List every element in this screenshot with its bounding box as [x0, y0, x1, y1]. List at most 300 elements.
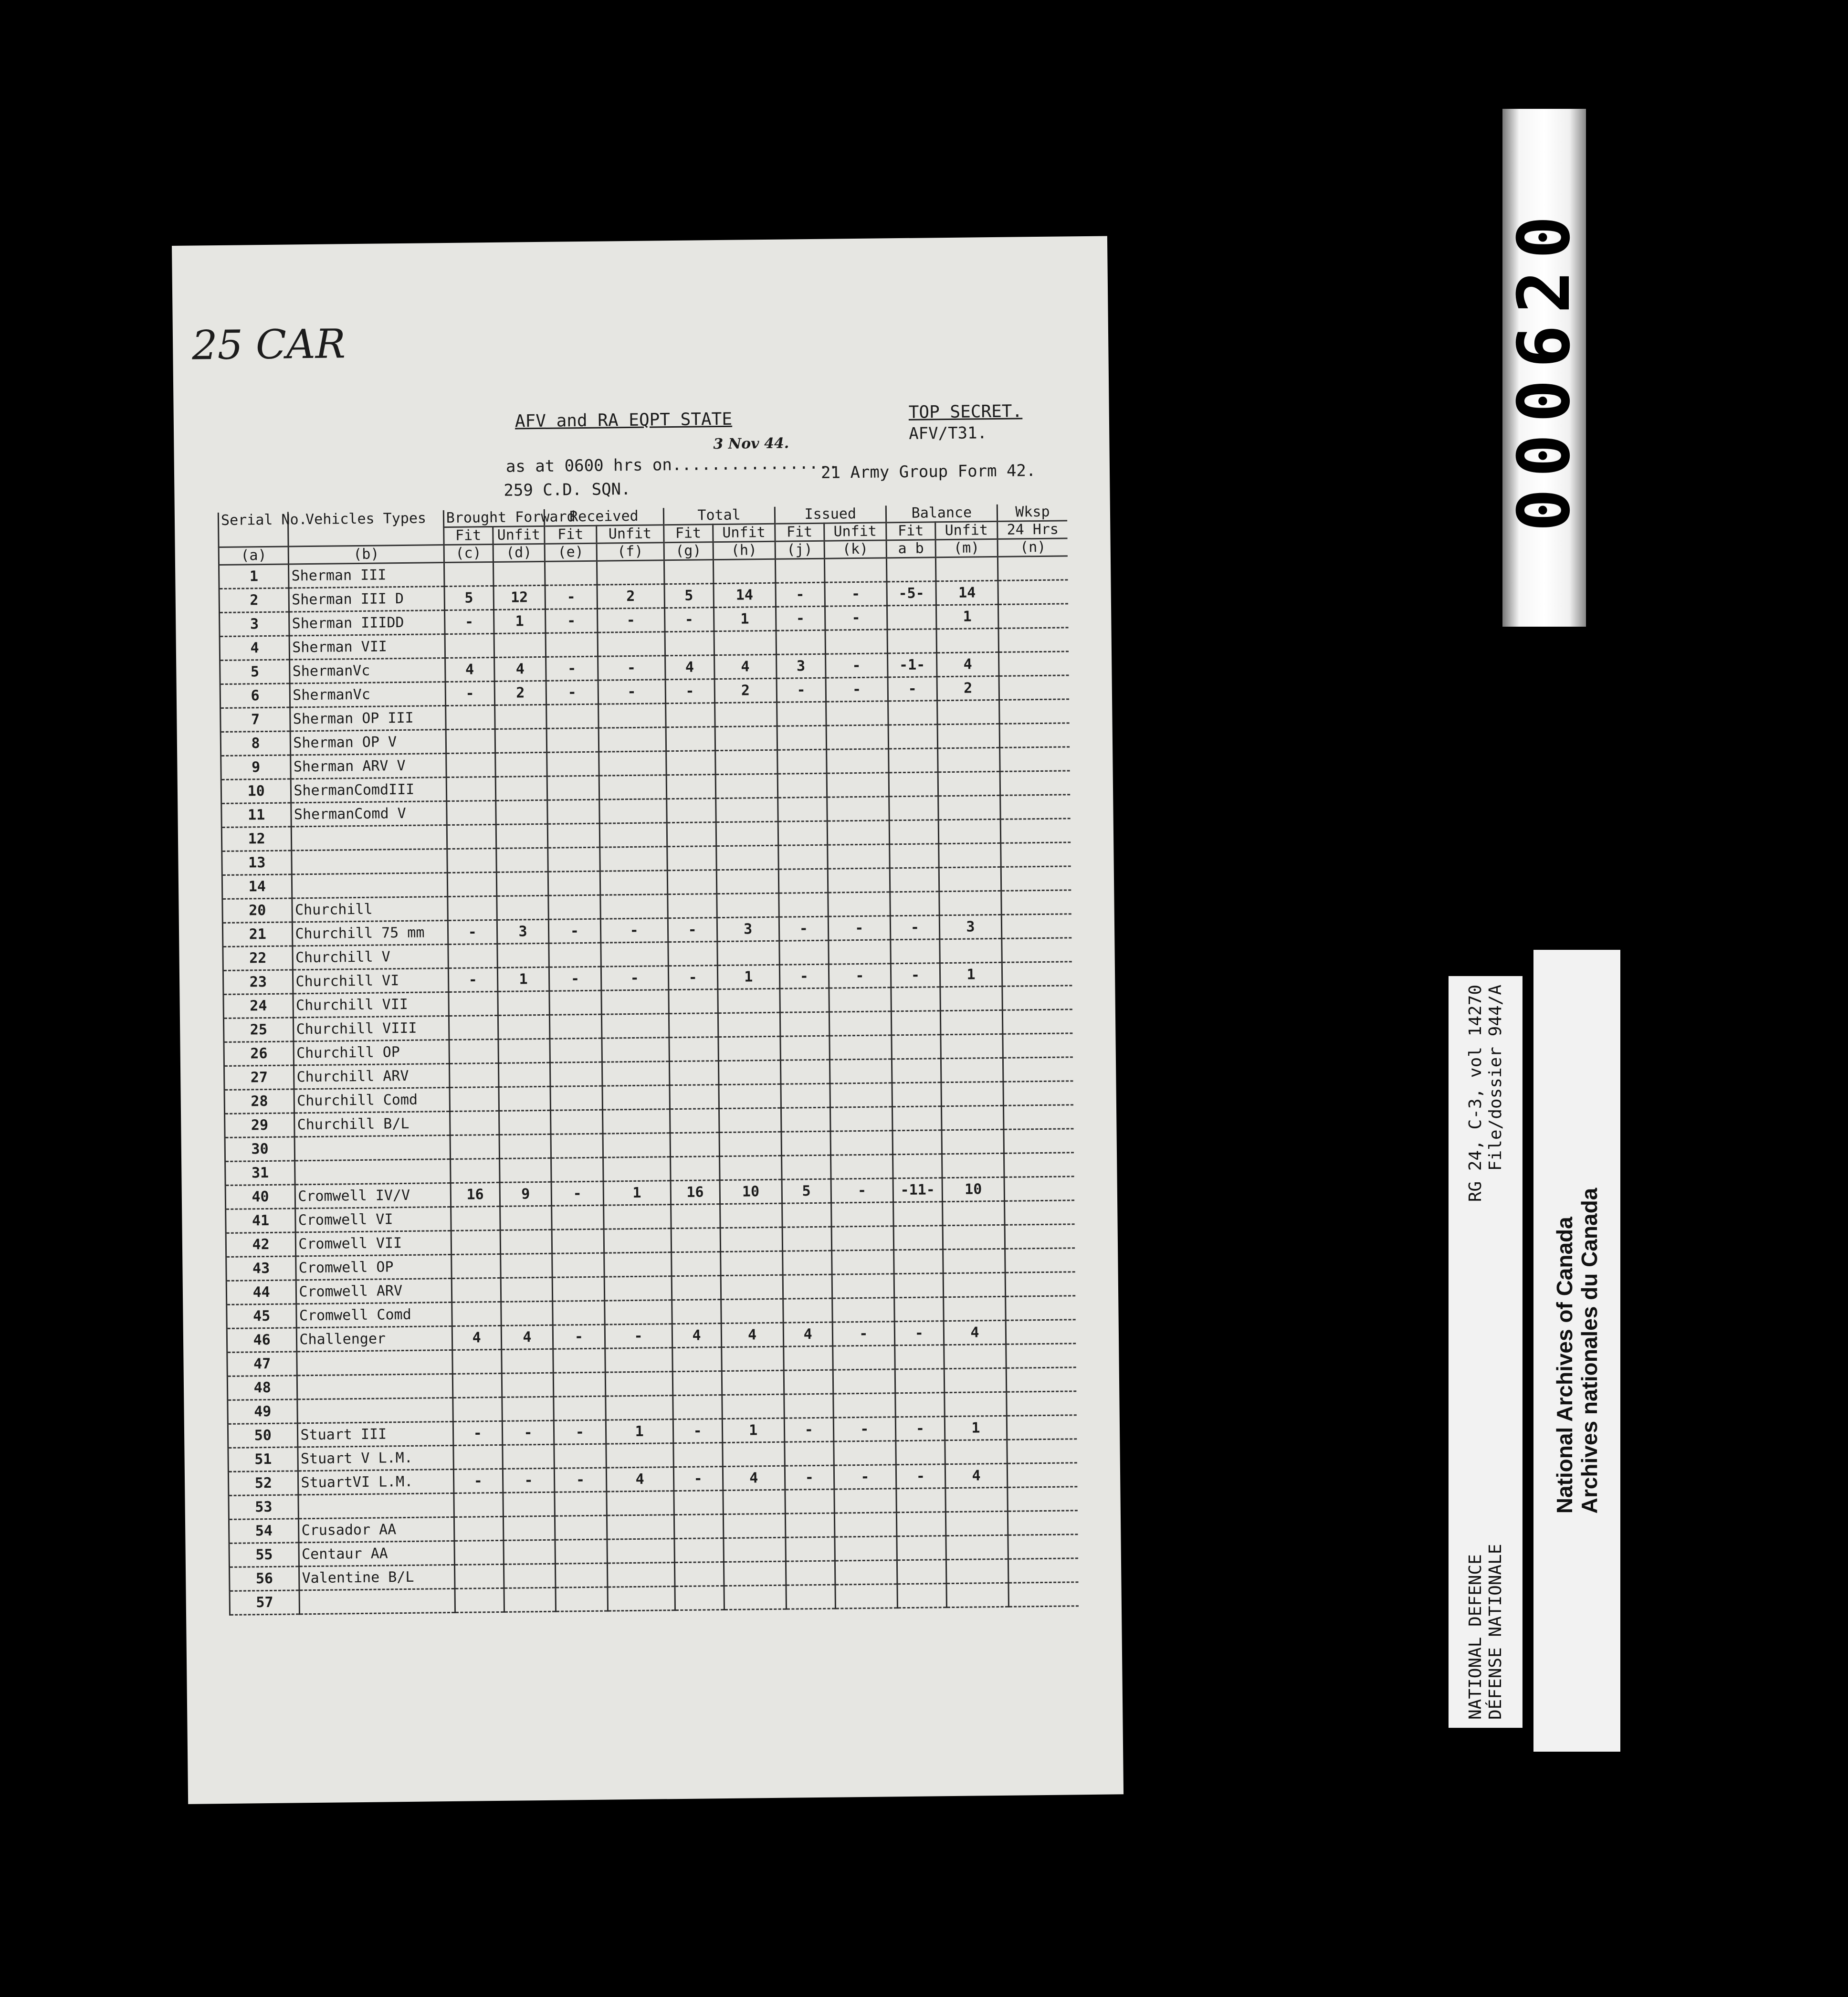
- value-cell: [602, 1062, 669, 1086]
- value-cell: -: [890, 915, 940, 940]
- serial-cell: 2: [219, 588, 289, 613]
- value-cell: 1: [494, 609, 546, 633]
- value-cell: 2: [937, 676, 999, 700]
- value-cell: [1003, 1033, 1073, 1058]
- value-cell: [503, 1516, 555, 1540]
- value-cell: [944, 1344, 1007, 1368]
- serial-cell: 31: [225, 1161, 295, 1186]
- value-cell: [548, 895, 600, 919]
- value-cell: -: [453, 1469, 503, 1493]
- value-cell: [834, 1513, 897, 1537]
- value-cell: -: [825, 606, 887, 630]
- serial-cell: 20: [222, 898, 293, 923]
- value-cell: -: [673, 1419, 723, 1443]
- vehicle-type-cell: [297, 1374, 453, 1399]
- value-cell: [780, 1012, 830, 1036]
- value-cell: 4: [944, 1320, 1006, 1345]
- serial-cell: 4: [220, 636, 290, 661]
- vehicle-type-cell: Stuart III: [298, 1421, 453, 1447]
- value-cell: -: [891, 963, 940, 988]
- value-cell: -: [832, 1322, 895, 1346]
- value-cell: [599, 799, 666, 823]
- value-cell: 1: [606, 1419, 673, 1444]
- value-cell: [724, 1561, 786, 1586]
- value-cell: -: [834, 1465, 896, 1489]
- serial-cell: 30: [225, 1137, 295, 1162]
- value-cell: [552, 1277, 604, 1301]
- value-cell: [830, 1107, 892, 1131]
- value-cell: [453, 1445, 503, 1469]
- serial-cell: 48: [227, 1376, 297, 1400]
- total-header: Total: [663, 507, 775, 525]
- value-cell: -: [448, 920, 497, 944]
- value-cell: -: [445, 681, 495, 705]
- col-letter: (f): [597, 543, 664, 561]
- serial-cell: 52: [228, 1471, 298, 1496]
- value-cell: [598, 704, 665, 728]
- value-cell: [943, 1272, 1006, 1297]
- value-cell: [826, 725, 889, 749]
- value-cell: [547, 752, 599, 776]
- value-cell: [893, 1250, 943, 1274]
- value-cell: -: [546, 656, 598, 681]
- value-cell: 4: [452, 1325, 502, 1350]
- serial-cell: 53: [229, 1495, 299, 1520]
- value-cell: [1005, 1200, 1075, 1225]
- value-cell: [546, 632, 598, 657]
- value-cell: [669, 1061, 719, 1085]
- value-cell: 1: [936, 604, 998, 629]
- vehicle-type-cell: Churchill VIII: [294, 1016, 449, 1041]
- value-cell: [449, 1039, 499, 1063]
- col-letter: a b: [886, 540, 935, 558]
- value-cell: [1003, 1081, 1073, 1106]
- vehicle-type-cell: Sherman OP V: [291, 730, 446, 755]
- value-cell: [670, 1133, 720, 1157]
- serial-header: Serial No.: [218, 512, 288, 547]
- value-cell: [552, 1205, 604, 1230]
- value-cell: [780, 988, 830, 1012]
- value-cell: [937, 724, 1000, 748]
- value-cell: -: [833, 1417, 896, 1441]
- value-cell: -: [779, 964, 829, 988]
- value-cell: [552, 1229, 604, 1253]
- value-cell: 4: [783, 1322, 833, 1346]
- value-cell: [835, 1560, 897, 1585]
- value-cell: 1: [717, 965, 780, 989]
- value-cell: [495, 728, 547, 753]
- value-cell: [1000, 795, 1071, 820]
- value-cell: -: [784, 1418, 834, 1442]
- value-cell: -: [453, 1421, 503, 1445]
- value-cell: [671, 1252, 721, 1276]
- value-cell: 3: [776, 654, 826, 678]
- value-cell: [892, 1035, 941, 1059]
- value-cell: [554, 1444, 606, 1468]
- value-cell: [785, 1489, 835, 1514]
- value-cell: [668, 989, 718, 1014]
- vehicle-type-cell: Churchill: [292, 897, 448, 922]
- value-cell: -: [776, 582, 825, 607]
- value-cell: [673, 1443, 723, 1467]
- serial-cell: 49: [228, 1399, 298, 1424]
- value-cell: [889, 796, 939, 820]
- value-cell: [1002, 1009, 1072, 1034]
- value-cell: 3: [717, 917, 779, 941]
- value-cell: -: [895, 1417, 945, 1441]
- value-cell: [777, 725, 827, 750]
- value-cell: 10: [942, 1177, 1005, 1201]
- value-cell: [448, 944, 498, 968]
- serial-cell: 28: [224, 1089, 294, 1114]
- value-cell: [1005, 1272, 1075, 1297]
- value-cell: [549, 990, 601, 1015]
- value-cell: [1005, 1248, 1075, 1273]
- serial-cell: 57: [230, 1590, 300, 1615]
- value-cell: [940, 986, 1003, 1010]
- value-cell: [1004, 1177, 1074, 1201]
- value-cell: -: [829, 964, 891, 988]
- value-cell: [782, 1227, 832, 1251]
- value-cell: [834, 1489, 897, 1513]
- vehicle-type-cell: Cromwell Comd: [296, 1302, 452, 1327]
- value-cell: [665, 703, 715, 727]
- value-cell: [1007, 1439, 1077, 1464]
- value-cell: 4: [672, 1324, 722, 1348]
- vehicle-type-cell: Cromwell ARV: [296, 1278, 452, 1303]
- value-cell: [835, 1536, 897, 1561]
- value-cell: [998, 628, 1069, 652]
- value-cell: [556, 1587, 608, 1611]
- value-cell: -: [600, 918, 668, 943]
- value-cell: [666, 727, 715, 751]
- value-cell: [826, 701, 888, 725]
- value-cell: [598, 632, 665, 656]
- serial-cell: 55: [229, 1543, 299, 1567]
- value-cell: [445, 705, 495, 729]
- value-cell: [775, 558, 825, 583]
- value-cell: -: [785, 1465, 834, 1490]
- value-cell: [716, 869, 779, 893]
- value-cell: [667, 894, 717, 918]
- value-cell: [998, 556, 1068, 581]
- value-cell: [827, 797, 889, 821]
- col-letter: (d): [493, 544, 545, 562]
- vehicle-type-cell: [292, 825, 447, 851]
- value-cell: [945, 1440, 1008, 1464]
- unfit-header: Unfit: [596, 525, 663, 543]
- value-cell: [452, 1278, 501, 1302]
- value-cell: [446, 729, 495, 753]
- serial-cell: 12: [221, 827, 292, 851]
- value-cell: [450, 1135, 500, 1159]
- value-cell: [555, 1539, 607, 1564]
- value-cell: [890, 844, 939, 868]
- serial-cell: 3: [220, 612, 290, 637]
- value-cell: [498, 1015, 550, 1039]
- vehicle-type-cell: Centaur AA: [299, 1541, 454, 1566]
- serial-cell: 42: [226, 1232, 296, 1257]
- value-cell: [447, 848, 496, 872]
- value-cell: -: [777, 678, 826, 702]
- value-cell: [605, 1348, 672, 1372]
- vehicle-type-cell: [299, 1588, 455, 1614]
- value-cell: [447, 824, 496, 849]
- value-cell: [716, 821, 778, 846]
- value-cell: [1001, 866, 1071, 891]
- col-letter: (g): [664, 542, 713, 560]
- serial-cell: 47: [227, 1352, 297, 1377]
- vehicle-type-cell: Cromwell OP: [296, 1254, 452, 1280]
- value-cell: [603, 1133, 670, 1157]
- vehicle-type-cell: Churchill Comd: [294, 1088, 450, 1113]
- value-cell: [667, 822, 716, 847]
- value-cell: [494, 704, 546, 729]
- value-cell: [501, 1277, 553, 1302]
- value-cell: [943, 1225, 1005, 1249]
- fit-header: Fit: [775, 523, 824, 541]
- value-cell: [941, 1058, 1003, 1082]
- serial-cell: 6: [220, 683, 290, 708]
- vehicle-type-cell: [297, 1350, 452, 1375]
- value-cell: [939, 891, 1002, 915]
- value-cell: [1002, 938, 1072, 963]
- defence-label: [1449, 976, 1522, 1728]
- value-cell: 10: [720, 1179, 782, 1204]
- value-cell: [606, 1491, 673, 1515]
- value-cell: -: [553, 1324, 605, 1349]
- value-cell: [777, 773, 827, 798]
- value-cell: [783, 1298, 832, 1323]
- value-cell: [777, 749, 827, 774]
- value-cell: [829, 940, 891, 964]
- value-cell: [495, 752, 547, 777]
- vehicle-type-cell: Sherman OP III: [290, 706, 446, 731]
- defence-line-fr: DÉFENSE NATIONALE: [1485, 1544, 1505, 1720]
- value-cell: -: [826, 677, 888, 702]
- value-cell: [721, 1275, 783, 1299]
- value-cell: [893, 1226, 943, 1250]
- value-cell: [501, 1301, 553, 1325]
- value-cell: -: [665, 679, 715, 704]
- value-cell: [717, 988, 780, 1013]
- value-cell: [830, 1131, 893, 1155]
- value-cell: -: [896, 1464, 945, 1489]
- vehicle-type-cell: Churchill VI: [293, 968, 449, 994]
- vehicle-type-cell: Cromwell VI: [295, 1207, 451, 1232]
- value-cell: [892, 1154, 942, 1178]
- value-cell: -5-: [887, 581, 936, 606]
- value-cell: [891, 1011, 941, 1035]
- received-header: Received: [544, 508, 663, 526]
- col-letter: (j): [775, 541, 824, 559]
- defence-line-en: NATIONAL DEFENCE: [1465, 1554, 1485, 1720]
- value-cell: [825, 630, 888, 654]
- value-cell: 1: [603, 1181, 671, 1205]
- value-cell: [897, 1536, 946, 1560]
- value-cell: [722, 1370, 784, 1395]
- value-cell: [945, 1487, 1008, 1512]
- form-title: AFV and RA EQPT STATE: [514, 409, 733, 431]
- value-cell: [782, 1251, 832, 1275]
- value-cell: [778, 845, 828, 869]
- value-cell: [719, 1084, 781, 1108]
- value-cell: [781, 1083, 830, 1108]
- value-cell: [893, 1202, 943, 1226]
- value-cell: -: [673, 1467, 723, 1491]
- value-cell: [451, 1206, 500, 1230]
- vehicle-type-cell: Churchill OP: [294, 1040, 449, 1065]
- value-cell: -11-: [893, 1178, 943, 1202]
- value-cell: [941, 1034, 1003, 1058]
- serial-cell: 21: [222, 922, 293, 947]
- value-cell: [999, 652, 1069, 676]
- value-cell: 4: [723, 1466, 785, 1490]
- value-cell: [1001, 914, 1071, 939]
- value-cell: [776, 630, 826, 654]
- value-cell: [722, 1394, 784, 1419]
- value-cell: [939, 843, 1001, 867]
- value-cell: [780, 1060, 830, 1084]
- value-cell: [599, 847, 667, 871]
- vehicle-type-cell: Sherman IIIDD: [289, 610, 445, 636]
- value-cell: [672, 1300, 721, 1324]
- value-cell: [829, 988, 892, 1012]
- value-cell: [830, 1059, 892, 1083]
- value-cell: 4: [445, 657, 494, 682]
- value-cell: [942, 1129, 1004, 1154]
- value-cell: -: [831, 1178, 893, 1203]
- serial-cell: 23: [223, 970, 293, 995]
- value-cell: [830, 1083, 892, 1107]
- value-cell: [887, 629, 937, 653]
- value-cell: [499, 1134, 551, 1158]
- value-cell: [714, 702, 777, 726]
- value-cell: [938, 771, 1000, 796]
- vehicle-header: Vehicles Types: [288, 510, 444, 547]
- serial-cell: 13: [222, 851, 292, 875]
- value-cell: [606, 1443, 673, 1468]
- serial-cell: 11: [221, 803, 292, 828]
- document-page: [172, 236, 1124, 1804]
- value-cell: [445, 633, 494, 658]
- value-cell: [998, 604, 1068, 629]
- archives-label: [1533, 950, 1620, 1752]
- value-cell: [450, 1111, 499, 1135]
- value-cell: [548, 847, 600, 872]
- value-cell: 1: [497, 967, 549, 991]
- value-cell: [888, 725, 938, 749]
- frame-counter-strip: [1502, 109, 1586, 627]
- value-cell: [446, 753, 495, 777]
- value-cell: [455, 1588, 504, 1612]
- fit-header: Fit: [443, 526, 493, 545]
- value-cell: -: [601, 966, 668, 990]
- value-cell: [943, 1249, 1005, 1273]
- value-cell: [454, 1564, 504, 1588]
- value-cell: [553, 1348, 605, 1373]
- value-cell: -: [597, 608, 664, 632]
- value-cell: [550, 1014, 602, 1039]
- value-cell: 16: [451, 1182, 500, 1207]
- value-cell: [550, 1038, 602, 1062]
- value-cell: [718, 1012, 780, 1037]
- value-cell: [504, 1587, 556, 1612]
- col-letter: (m): [935, 539, 998, 557]
- value-cell: [724, 1585, 787, 1609]
- value-cell: [452, 1373, 502, 1398]
- value-cell: [829, 1011, 892, 1036]
- value-cell: [778, 869, 828, 893]
- value-cell: 16: [671, 1180, 720, 1205]
- value-cell: [827, 773, 889, 797]
- vehicle-type-cell: Challenger: [297, 1326, 452, 1351]
- value-cell: [828, 892, 891, 916]
- value-cell: [783, 1274, 832, 1299]
- value-cell: [715, 798, 778, 822]
- value-cell: [607, 1539, 674, 1563]
- value-cell: [786, 1537, 835, 1561]
- value-cell: [553, 1301, 605, 1325]
- value-cell: 12: [494, 585, 546, 610]
- value-cell: [891, 939, 940, 964]
- hrs-header: 24 Hrs: [998, 521, 1068, 539]
- value-cell: -: [546, 609, 598, 633]
- value-cell: [1007, 1391, 1077, 1416]
- unfit-header: Unfit: [713, 524, 775, 542]
- serial-cell: 41: [226, 1209, 296, 1233]
- value-cell: [600, 894, 667, 919]
- value-cell: [716, 845, 778, 870]
- brought-forward-header: Brought Forward: [443, 509, 545, 527]
- value-cell: 14: [714, 583, 776, 607]
- vehicle-type-cell: Churchill ARV: [294, 1064, 450, 1089]
- vehicle-type-cell: [292, 873, 448, 898]
- value-cell: [939, 867, 1001, 891]
- value-cell: [494, 633, 546, 657]
- value-cell: [604, 1229, 671, 1253]
- value-cell: [830, 1155, 893, 1179]
- col-letter: (a): [219, 547, 289, 565]
- value-cell: [892, 1106, 942, 1131]
- value-cell: -: [894, 1321, 944, 1345]
- unfit-header: Unfit: [824, 523, 886, 541]
- value-cell: [827, 844, 890, 869]
- value-cell: [502, 1397, 554, 1421]
- value-cell: [1008, 1487, 1078, 1512]
- value-cell: [667, 846, 716, 871]
- value-cell: [450, 1087, 499, 1111]
- serial-cell: 45: [227, 1304, 297, 1329]
- value-cell: [777, 797, 827, 821]
- serial-cell: 24: [223, 994, 294, 1019]
- value-cell: [826, 749, 889, 773]
- value-cell: -: [776, 606, 825, 631]
- value-cell: [669, 1037, 719, 1062]
- vehicle-type-cell: Sherman VII: [289, 634, 445, 660]
- value-cell: 2: [494, 681, 546, 705]
- value-cell: 3: [497, 919, 549, 944]
- value-cell: [835, 1584, 898, 1608]
- value-cell: [717, 941, 779, 965]
- value-cell: [1006, 1344, 1076, 1368]
- vehicle-type-cell: Crusador AA: [299, 1517, 454, 1542]
- value-cell: -: [545, 585, 597, 609]
- value-cell: [497, 943, 549, 967]
- vehicle-type-cell: Churchill 75 mm: [293, 921, 448, 946]
- value-cell: [1008, 1511, 1078, 1535]
- value-cell: [897, 1584, 947, 1608]
